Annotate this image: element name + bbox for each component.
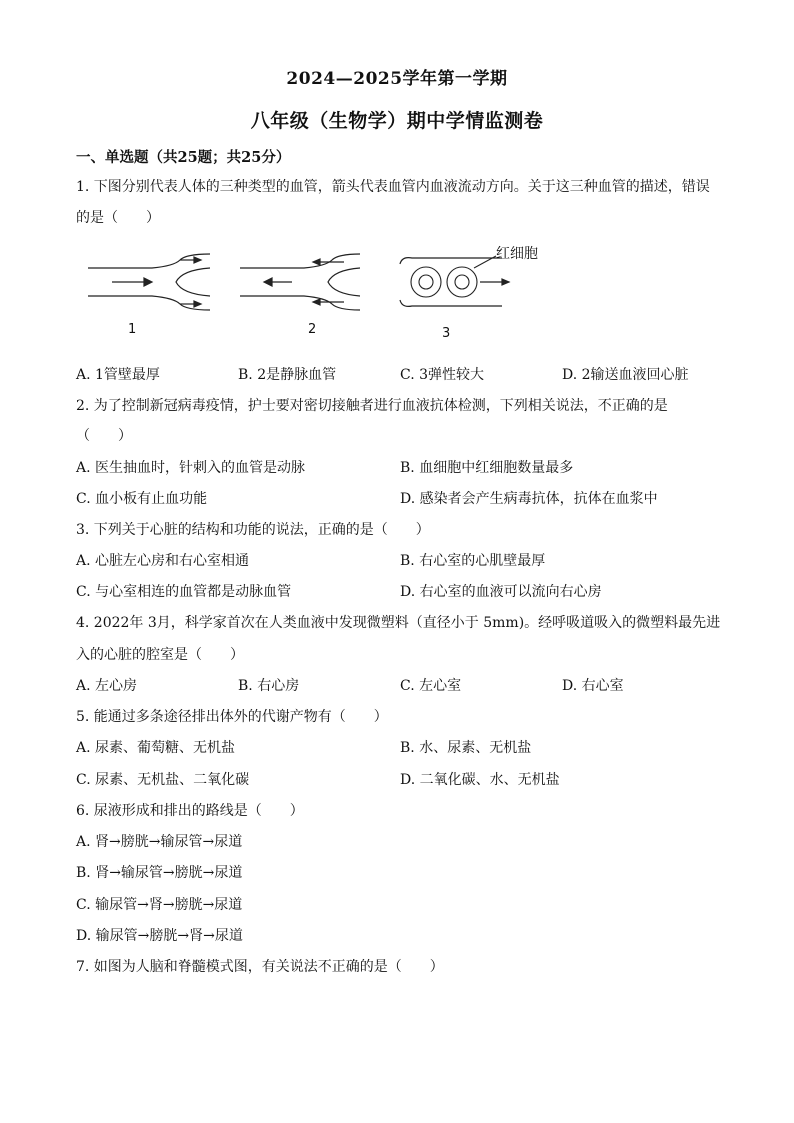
question-1-option-d[interactable]: D. 2输送血液回心脏 <box>562 367 689 383</box>
question-6-option-a[interactable]: A. 肾→膀胱→输尿管→尿道 <box>76 834 243 850</box>
question-5-option-a[interactable]: A. 尿素、葡萄糖、无机盐 <box>76 740 236 756</box>
question-2-option-a[interactable]: A. 医生抽血时，针刺入的血管是动脉 <box>76 460 306 476</box>
question-6-option-b[interactable]: B. 肾→输尿管→膀胱→尿道 <box>76 865 243 881</box>
question-6-stem: 6. 尿液形成和排出的路线是（ ） <box>76 803 304 819</box>
question-5-stem: 5. 能通过多条途径排出体外的代谢产物有（ ） <box>76 709 388 725</box>
question-1-option-c[interactable]: C. 3弹性较大 <box>400 367 485 383</box>
question-2-option-d[interactable]: D. 感染者会产生病毒抗体，抗体在血浆中 <box>400 491 658 507</box>
red-blood-cell-icon <box>411 267 477 297</box>
question-2-stem: 2. 为了控制新冠病毒疫情，护士要对密切接触者进行血液抗体检测，下列相关说法，不正确的是 <box>76 398 668 414</box>
question-5-option-c[interactable]: C. 尿素、无机盐、二氧化碳 <box>76 772 250 788</box>
figure-label-3: 3 <box>442 326 451 341</box>
question-5-option-d[interactable]: D. 二氧化碳、水、无机盐 <box>400 772 560 788</box>
question-4-stem: 4. 2022年 3月，科学家首次在人类血液中发现微塑料（直径小于 5mm)。经呼吸道吸入的微塑料最先进 <box>76 615 721 631</box>
question-3-option-a[interactable]: A. 心脏左心房和右心室相通 <box>76 553 250 569</box>
exam-title-subject: 八年级（生物学）期中学情监测卷 <box>250 110 544 132</box>
question-4-option-b[interactable]: B. 右心房 <box>238 678 300 694</box>
question-3-stem: 3. 下列关于心脏的结构和功能的说法，正确的是（ ） <box>76 522 430 538</box>
question-6-option-d[interactable]: D. 输尿管→膀胱→肾→尿道 <box>76 928 243 944</box>
question-2-option-c[interactable]: C. 血小板有止血功能 <box>76 491 208 507</box>
question-4-stem-cont: 入的心脏的腔室是（ ） <box>76 647 244 663</box>
question-1-option-b[interactable]: B. 2是静脉血管 <box>238 367 337 383</box>
question-1-stem-cont: 的是（ ） <box>76 210 160 226</box>
figure-label-1: 1 <box>128 322 137 337</box>
section-heading: 一、单选题（共25题；共25分） <box>76 149 291 166</box>
question-2-option-b[interactable]: B. 血细胞中红细胞数量最多 <box>400 460 574 476</box>
question-1-stem: 1. 下图分别代表人体的三种类型的血管，箭头代表血管内血液流动方向。关于这三种血管的描述，错误 <box>76 179 710 195</box>
blood-vessel-figure <box>82 236 552 346</box>
exam-title-term: 2024—2025学年第一学期 <box>286 69 508 89</box>
red-blood-cell-label: 红细胞 <box>496 246 538 262</box>
question-2-stem-cont: （ ） <box>76 428 132 444</box>
question-3-option-c[interactable]: C. 与心室相连的血管都是动脉血管 <box>76 584 292 600</box>
question-7-stem: 7. 如图为人脑和脊髓模式图，有关说法不正确的是（ ） <box>76 959 444 975</box>
question-3-option-d[interactable]: D. 右心室的血液可以流向右心房 <box>400 584 602 600</box>
question-6-option-c[interactable]: C. 输尿管→肾→膀胱→尿道 <box>76 897 243 913</box>
question-1-option-a[interactable]: A. 1管壁最厚 <box>76 367 160 383</box>
question-4-option-c[interactable]: C. 左心室 <box>400 678 462 694</box>
question-4-option-d[interactable]: D. 右心室 <box>562 678 624 694</box>
question-3-option-b[interactable]: B. 右心室的心肌壁最厚 <box>400 553 546 569</box>
question-4-option-a[interactable]: A. 左心房 <box>76 678 138 694</box>
figure-label-2: 2 <box>308 322 317 337</box>
question-5-option-b[interactable]: B. 水、尿素、无机盐 <box>400 740 532 756</box>
blood-vessel-diagram <box>82 236 552 346</box>
